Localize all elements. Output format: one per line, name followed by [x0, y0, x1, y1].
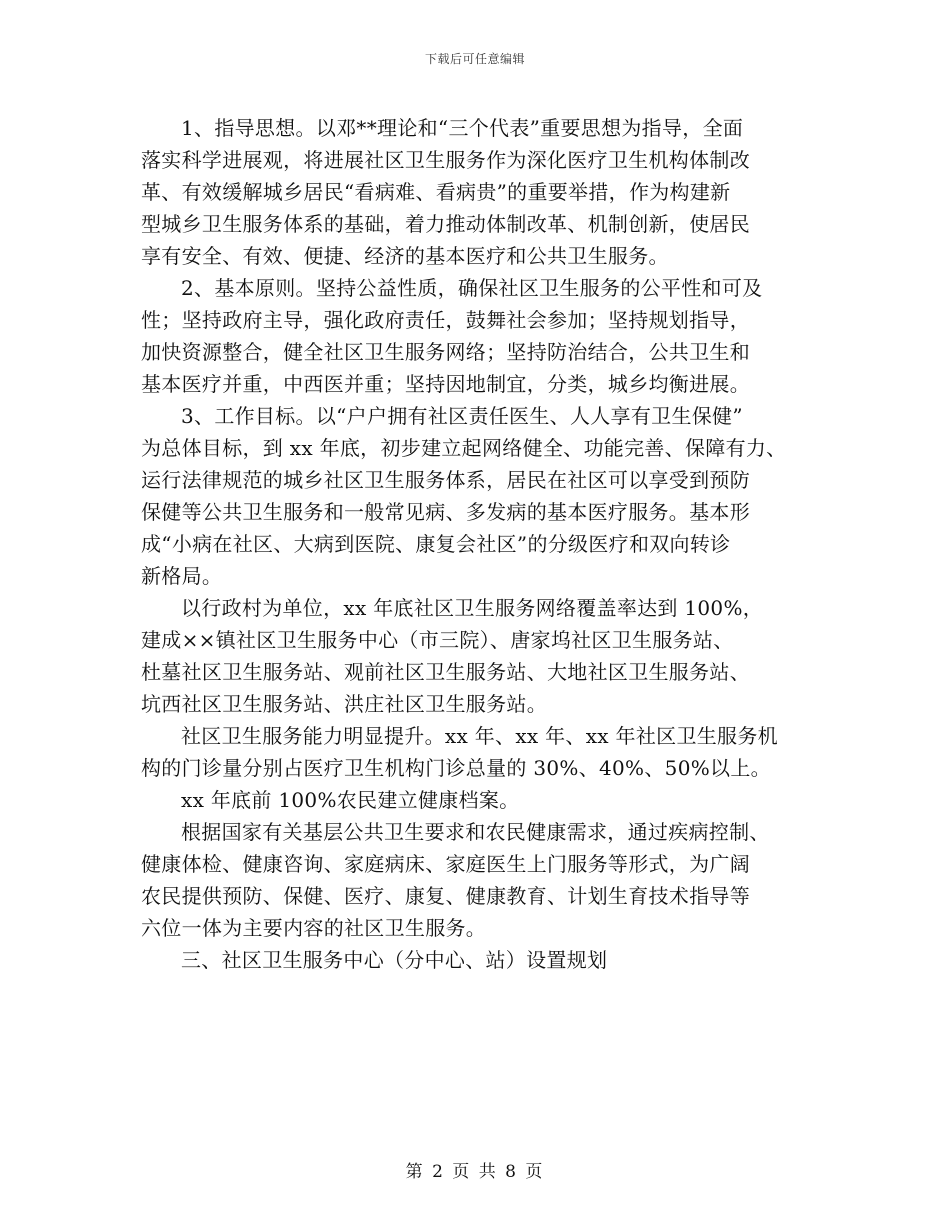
text-line: 根据国家有关基层公共卫生要求和农民健康需求，通过疾病控制、	[181, 820, 770, 844]
text-line: 社区卫生服务能力明显提升。xx 年、xx 年、xx 年社区卫生服务机	[181, 724, 778, 748]
text-line: 享有安全、有效、便捷、经济的基本医疗和公共卫生服务。	[141, 244, 669, 268]
text-line: 六位一体为主要内容的社区卫生服务。	[141, 916, 487, 940]
text-line: 坑西社区卫生服务站、洪庄社区卫生服务站。	[141, 692, 547, 716]
text-line: 革、有效缓解城乡居民“看病难、看病贵”的重要举措，作为构建新	[141, 180, 731, 204]
text-line: 1、指导思想。以邓**理论和“三个代表”重要思想为指导，全面	[181, 116, 744, 140]
text-line: 2、基本原则。坚持公益性质，确保社区卫生服务的公平性和可及	[181, 276, 763, 300]
text-line: xx 年底前 100%农民建立健康档案。	[181, 788, 520, 812]
text-line: 3、工作目标。以“户户拥有社区责任医生、人人享有卫生保健”	[181, 404, 743, 428]
text-line: 型城乡卫生服务体系的基础，着力推动体制改革、机制创新，使居民	[141, 212, 750, 236]
text-line: 基本医疗并重，中西医并重；坚持因地制宜，分类，城乡均衡进展。	[141, 372, 750, 396]
text-line: 成“小病在社区、大病到医院、康复会社区”的分级医疗和双向转诊	[141, 532, 731, 556]
text-line: 新格局。	[141, 564, 223, 588]
text-line: 构的门诊量分别占医疗卫生机构门诊总量的 30%、40%、50%以上。	[141, 756, 771, 780]
text-line: 健康体检、健康咨询、家庭病床、家庭医生上门服务等形式，为广阔	[141, 852, 750, 876]
text-line: 加快资源整合，健全社区卫生服务网络；坚持防治结合，公共卫生和	[141, 340, 750, 364]
document-body	[141, 112, 821, 976]
text-line: 农民提供预防、保健、医疗、康复、健康教育、计划生育技术指导等	[141, 884, 750, 908]
text-line: 保健等公共卫生服务和一般常见病、多发病的基本医疗服务。基本形	[141, 500, 750, 524]
section-heading: 三、社区卫生服务中心（分中心、站）设置规划	[181, 948, 608, 972]
page-header: 下载后可任意编辑	[424, 52, 525, 66]
text-line: 运行法律规范的城乡社区卫生服务体系，居民在社区可以享受到预防	[141, 468, 750, 492]
page-number: 第 2 页 共 8 页	[405, 1162, 545, 1182]
text-line: 以行政村为单位，xx 年底社区卫生服务网络覆盖率达到 100%，	[181, 596, 764, 620]
text-line: 性；坚持政府主导，强化政府责任，鼓舞社会参加；坚持规划指导，	[141, 308, 750, 332]
text-line: 建成××镇社区卫生服务中心（市三院）、唐家坞社区卫生服务站、	[141, 628, 734, 652]
text-line: 落实科学进展观，将进展社区卫生服务作为深化医疗卫生机构体制改	[141, 148, 750, 172]
text-line: 为总体目标，到 xx 年底，初步建立起网络健全、功能完善、保障有力、	[141, 436, 787, 460]
text-line: 杜墓社区卫生服务站、观前社区卫生服务站、大地社区卫生服务站、	[141, 660, 750, 684]
